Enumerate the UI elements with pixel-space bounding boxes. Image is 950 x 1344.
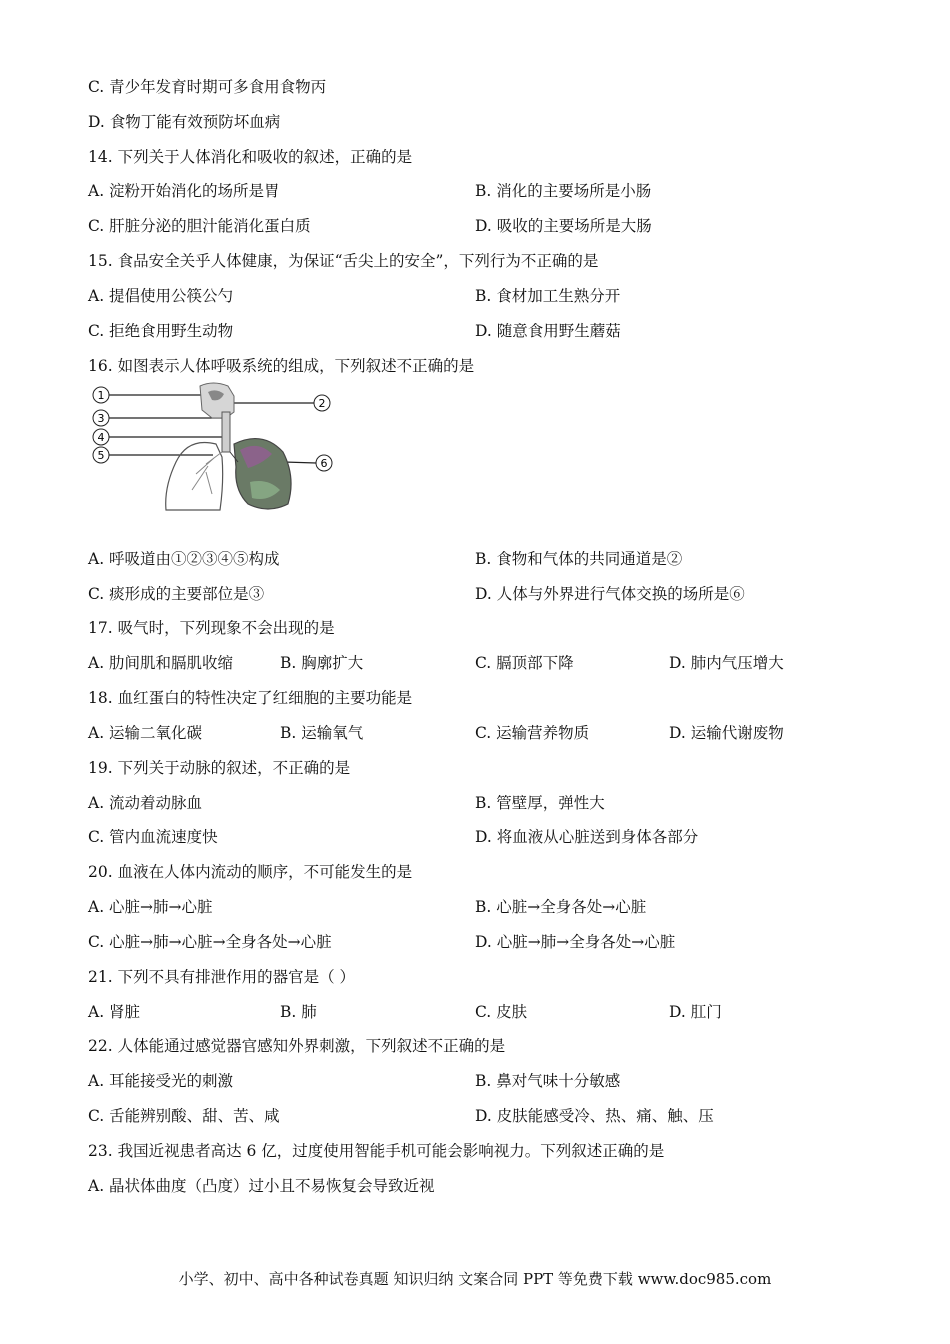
q18-stem: 18. 血红蛋白的特性决定了红细胞的主要功能是: [88, 689, 413, 707]
svg-text:6: 6: [320, 457, 328, 470]
q21-option-c: C. 皮肤: [475, 1003, 528, 1021]
q21-option-a: A. 肾脏: [88, 1003, 141, 1021]
q22-option-d: D. 皮肤能感受冷、热、痛、触、压: [475, 1107, 714, 1125]
q16-option-c: C. 痰形成的主要部位是③: [88, 585, 265, 603]
q13-option-c: C. 青少年发育时期可多食用食物丙: [88, 78, 327, 96]
q15-option-d: D. 随意食用野生蘑菇: [475, 322, 621, 340]
q14-stem: 14. 下列关于人体消化和吸收的叙述，正确的是: [88, 148, 413, 166]
q17-stem: 17. 吸气时，下列现象不会出现的是: [88, 619, 335, 637]
q21-stem: 21. 下列不具有排泄作用的器官是（ ）: [88, 968, 356, 986]
label-5: [93, 447, 213, 463]
q15-option-a: A. 提倡使用公筷公勺: [88, 287, 234, 305]
q18-option-d: D. 运输代谢废物: [669, 724, 784, 742]
q19-option-d: D. 将血液从心脏送到身体各部分: [475, 828, 699, 846]
q19-option-a: A. 流动着动脉血: [88, 794, 203, 812]
q19-option-b: B. 管壁厚，弹性大: [475, 794, 605, 812]
q19-stem: 19. 下列关于动脉的叙述，不正确的是: [88, 759, 351, 777]
q21-option-b: B. 肺: [280, 1003, 317, 1021]
q20-option-a: A. 心脏→肺→心脏: [88, 898, 213, 916]
q18-option-c: C. 运输营养物质: [475, 724, 590, 742]
svg-text:4: 4: [97, 431, 105, 444]
q15-option-c: C. 拒绝食用野生动物: [88, 322, 234, 340]
q20-option-c: C. 心脏→肺→心脏→全身各处→心脏: [88, 933, 332, 951]
q14-option-c: C. 肝脏分泌的胆汁能消化蛋白质: [88, 217, 311, 235]
q16-option-b: B. 食物和气体的共同通道是②: [475, 550, 683, 568]
q18-option-b: B. 运输氧气: [280, 724, 364, 742]
respiratory-system-diagram: [88, 382, 348, 517]
q17-option-b: B. 胸廓扩大: [280, 654, 364, 672]
q14-option-a: A. 淀粉开始消化的场所是胃: [88, 182, 280, 200]
q20-stem: 20. 血液在人体内流动的顺序，不可能发生的是: [88, 863, 413, 881]
lung-left-illustration: [166, 442, 223, 510]
q17-option-c: C. 膈顶部下降: [475, 654, 574, 672]
q21-option-d: D. 肛门: [669, 1003, 722, 1021]
q14-option-d: D. 吸收的主要场所是大肠: [475, 217, 652, 235]
q15-option-b: B. 食材加工生熟分开: [475, 287, 621, 305]
q22-option-b: B. 鼻对气味十分敏感: [475, 1072, 621, 1090]
page-footer: 小学、初中、高中各种试卷真题 知识归纳 文案合同 PPT 等免费下载 www.doc985.com: [178, 1270, 772, 1288]
svg-text:1: 1: [97, 389, 105, 402]
label-3: [93, 410, 223, 426]
label-1: [93, 387, 206, 403]
q22-option-c: C. 舌能辨别酸、甜、苦、咸: [88, 1107, 280, 1125]
q13-option-d: D. 食物丁能有效预防坏血病: [88, 113, 281, 131]
q22-stem: 22. 人体能通过感觉器官感知外界刺激，下列叙述不正确的是: [88, 1037, 506, 1055]
svg-text:3: 3: [97, 412, 105, 425]
q16-stem: 16. 如图表示人体呼吸系统的组成，下列叙述不正确的是: [88, 357, 475, 375]
label-2: [233, 395, 330, 411]
q20-option-d: D. 心脏→肺→全身各处→心脏: [475, 933, 676, 951]
q18-option-a: A. 运输二氧化碳: [88, 724, 203, 742]
q23-stem: 23. 我国近视患者高达 6 亿，过度使用智能手机可能会影响视力。下列叙述正确的是: [88, 1142, 665, 1160]
q17-option-d: D. 肺内气压增大: [669, 654, 784, 672]
q17-option-a: A. 肋间肌和膈肌收缩: [88, 654, 234, 672]
svg-text:2: 2: [318, 397, 326, 410]
q20-option-b: B. 心脏→全身各处→心脏: [475, 898, 647, 916]
label-6: [284, 455, 332, 471]
q22-option-a: A. 耳能接受光的刺激: [88, 1072, 234, 1090]
q23-option-a: A. 晶状体曲度（凸度）过小且不易恢复会导致近视: [88, 1177, 435, 1195]
q16-option-d: D. 人体与外界进行气体交换的场所是⑥: [475, 585, 745, 603]
lung-right-illustration: [230, 439, 291, 509]
q14-option-b: B. 消化的主要场所是小肠: [475, 182, 652, 200]
q16-option-a: A. 呼吸道由①②③④⑤构成: [88, 550, 280, 568]
q15-stem: 15. 食品安全关乎人体健康，为保证“舌尖上的安全”，下列行为不正确的是: [88, 252, 599, 270]
q19-option-c: C. 管内血流速度快: [88, 828, 218, 846]
svg-text:5: 5: [97, 449, 105, 462]
